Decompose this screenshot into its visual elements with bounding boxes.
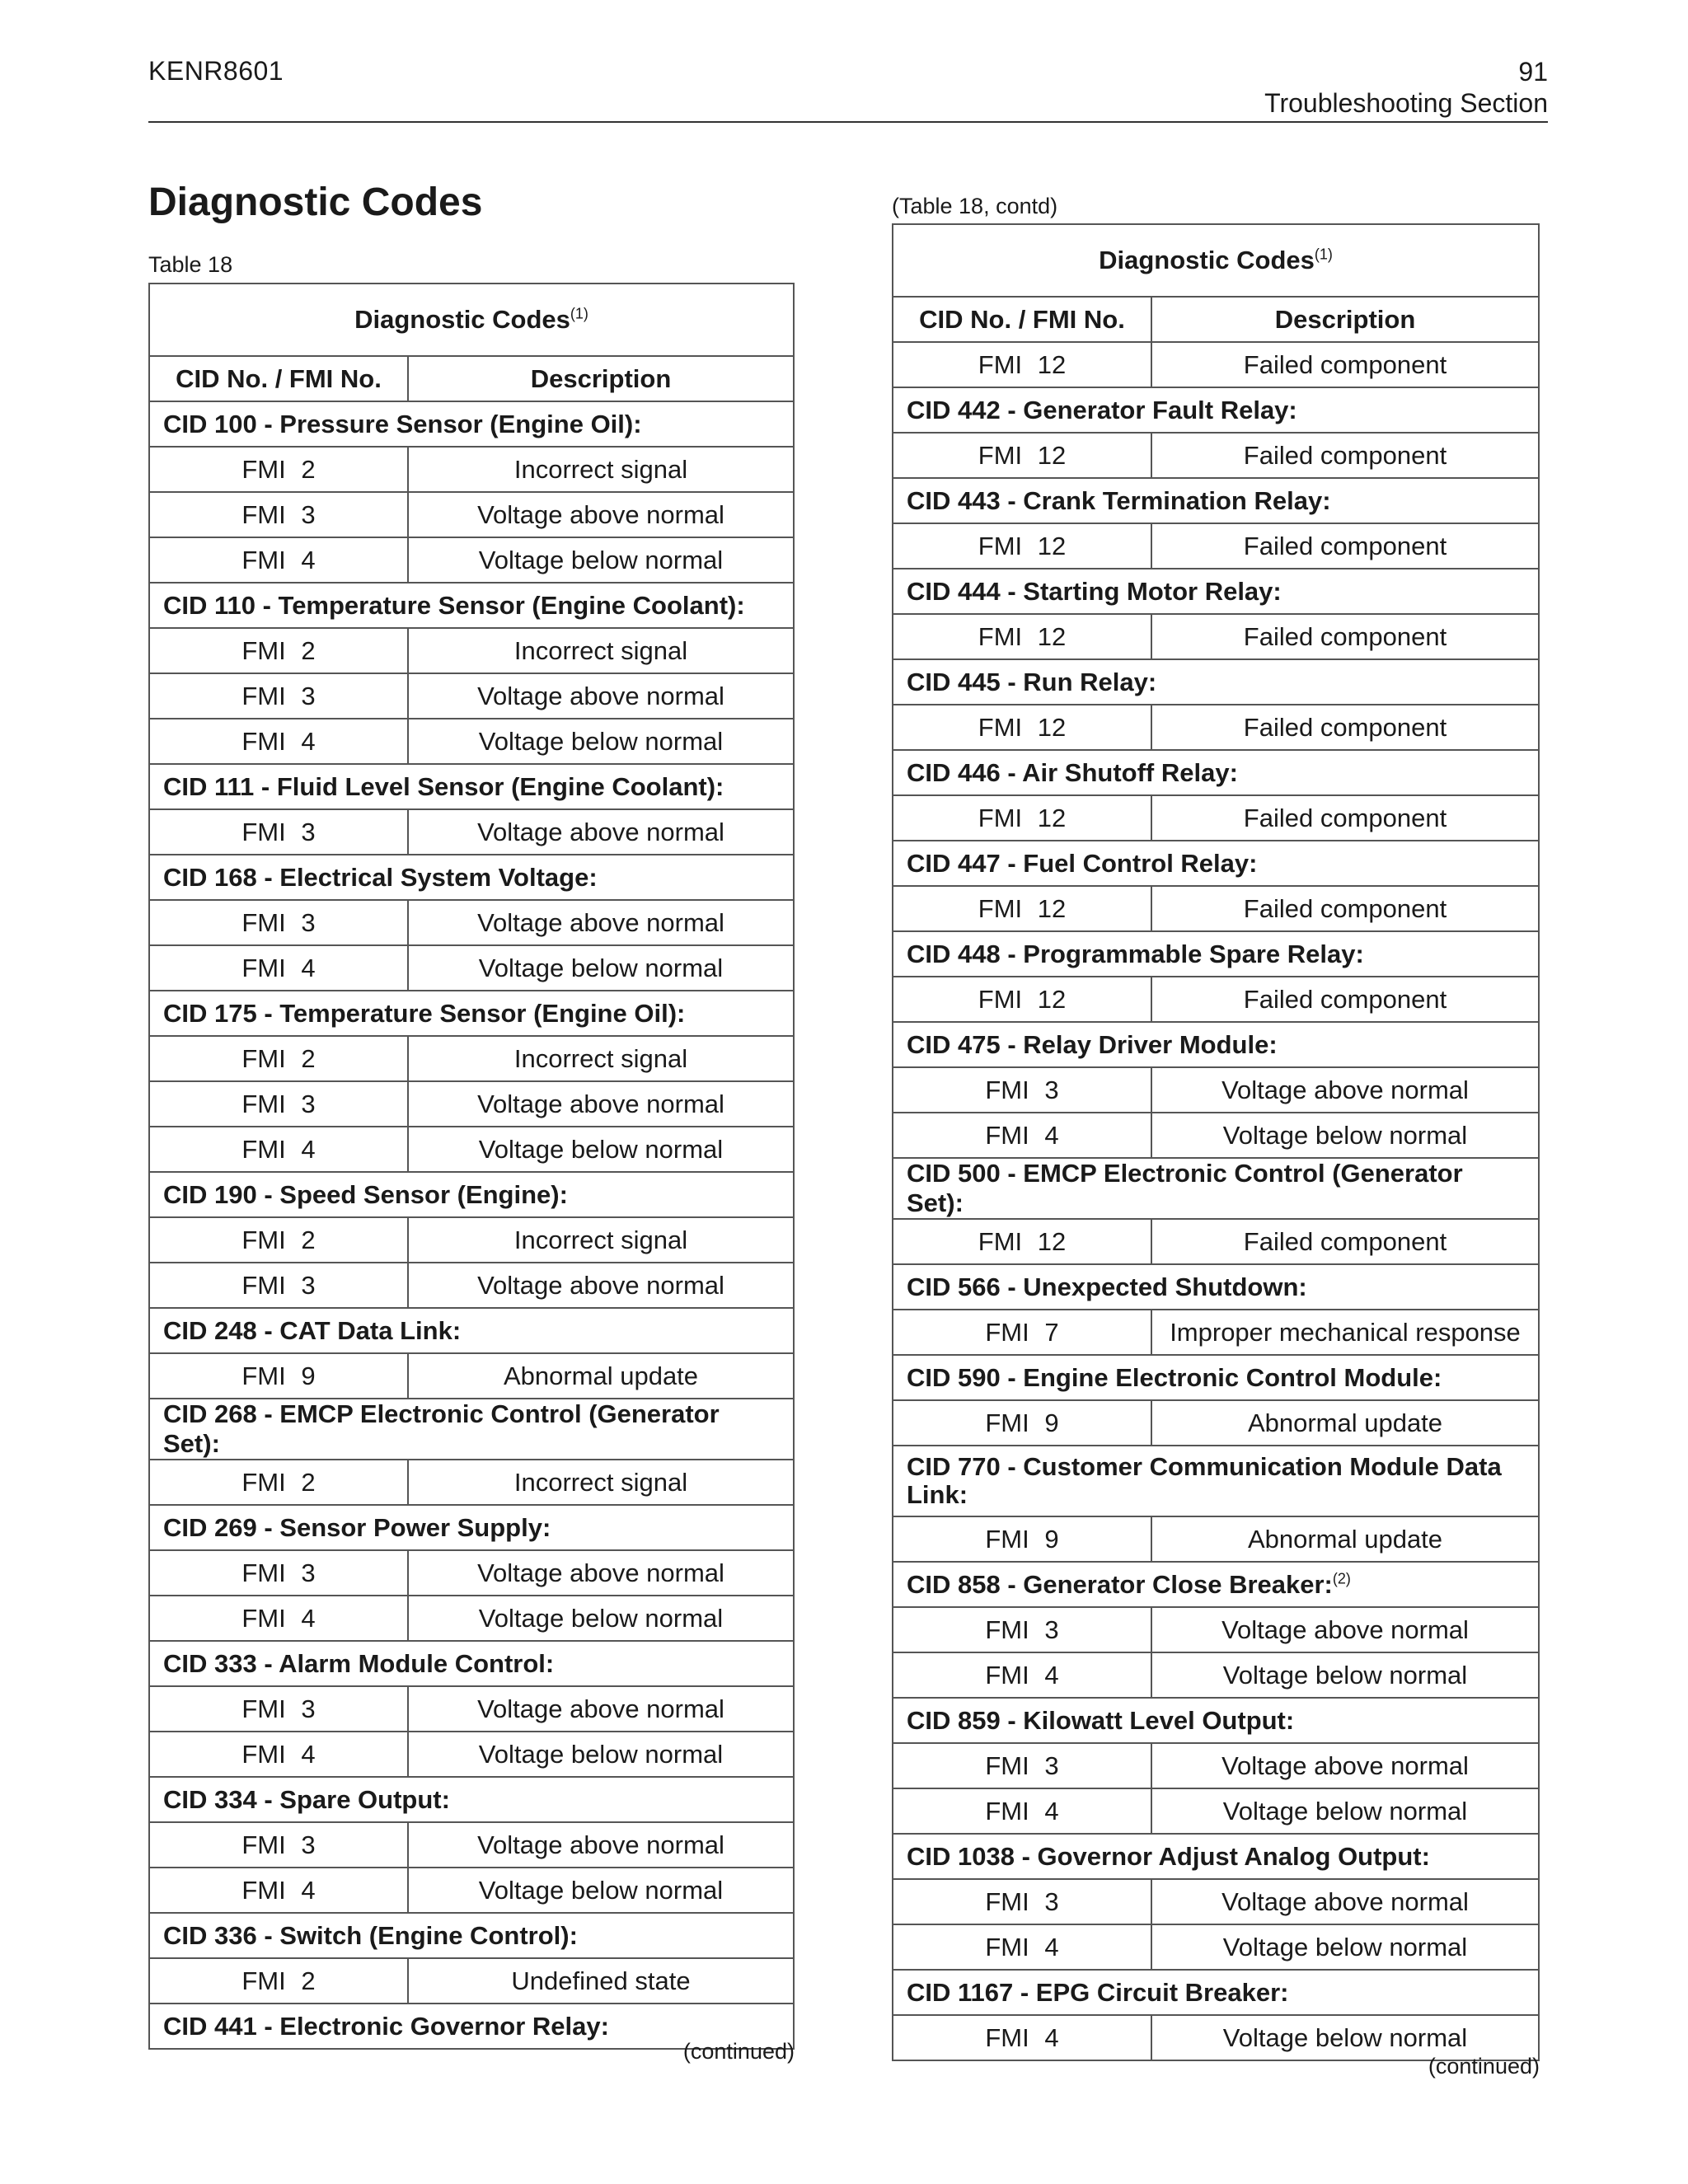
fmi-code: FMI 2 <box>149 1036 408 1081</box>
cid-group-row <box>149 855 794 900</box>
fmi-code: FMI 3 <box>149 1822 408 1868</box>
fmi-code: FMI 4 <box>893 1924 1151 1970</box>
cid-group-cell <box>893 1022 1539 1067</box>
table-title-cell <box>893 224 1539 297</box>
cid-group-label: CID 443 - Crank Termination Relay: <box>907 485 1331 515</box>
fmi-row <box>149 1036 794 1081</box>
fmi-description: Incorrect signal <box>408 628 794 673</box>
fmi-code: FMI 9 <box>893 1400 1151 1446</box>
fmi-row <box>893 886 1539 931</box>
cid-group-row <box>893 1158 1539 1219</box>
cid-group-cell <box>893 1264 1539 1310</box>
diagnostic-codes-table <box>148 283 795 2050</box>
cid-group-row <box>149 401 794 447</box>
cid-group-cell <box>149 401 794 447</box>
fmi-description: Failed component <box>1151 614 1539 659</box>
fmi-row <box>893 1788 1539 1834</box>
cid-group-label: CID 858 - Generator Close Breaker: <box>907 1569 1333 1599</box>
cid-group-label: CID 1167 - EPG Circuit Breaker: <box>907 1977 1289 2007</box>
cid-group-cell <box>893 1834 1539 1879</box>
column-header-cid: CID No. / FMI No. <box>893 297 1151 342</box>
table-title-row <box>893 224 1539 297</box>
cid-group-row <box>149 1505 794 1550</box>
fmi-code: FMI 12 <box>893 614 1151 659</box>
fmi-description: Voltage below normal <box>1151 1924 1539 1970</box>
fmi-row <box>149 1217 794 1263</box>
table-body <box>893 342 1539 2060</box>
cid-group-row <box>149 583 794 628</box>
fmi-code: FMI 12 <box>893 523 1151 569</box>
cid-group-cell <box>893 841 1539 886</box>
cid-group-label: CID 444 - Starting Motor Relay: <box>907 576 1282 606</box>
cid-group-cell <box>893 931 1539 977</box>
fmi-row <box>893 795 1539 841</box>
column-header-row <box>893 297 1539 342</box>
column-header-cid: CID No. / FMI No. <box>149 356 408 401</box>
fmi-row <box>149 1081 794 1127</box>
cid-group-cell <box>149 1505 794 1550</box>
table-title: Diagnostic Codes <box>1099 246 1315 274</box>
cid-group-row <box>893 1446 1539 1516</box>
fmi-code: FMI 4 <box>149 1732 408 1777</box>
fmi-row <box>893 1924 1539 1970</box>
fmi-code: FMI 2 <box>149 628 408 673</box>
cid-group-label: CID 500 - EMCP Electronic Control (Generator Set): <box>907 1159 1463 1217</box>
fmi-row <box>893 342 1539 387</box>
cid-group-row <box>893 1264 1539 1310</box>
column-header-description: Description <box>408 356 794 401</box>
cid-group-row <box>893 1355 1539 1400</box>
cid-group-row <box>149 1641 794 1686</box>
fmi-description: Voltage below normal <box>408 719 794 764</box>
fmi-description: Voltage above normal <box>1151 1067 1539 1113</box>
cid-group-label: CID 1038 - Governor Adjust Analog Output: <box>907 1841 1430 1871</box>
fmi-code: FMI 3 <box>893 1879 1151 1924</box>
fmi-description: Voltage above normal <box>408 1550 794 1596</box>
cid-group-row <box>149 1172 794 1217</box>
fmi-description: Voltage above normal <box>408 492 794 537</box>
fmi-description: Voltage above normal <box>408 1263 794 1308</box>
fmi-row <box>149 1868 794 1913</box>
cid-group-label: CID 448 - Programmable Spare Relay: <box>907 939 1364 968</box>
cid-group-label: CID 333 - Alarm Module Control: <box>163 1648 555 1678</box>
fmi-description: Voltage above normal <box>408 673 794 719</box>
fmi-row <box>149 1460 794 1505</box>
cid-group-cell <box>893 750 1539 795</box>
cid-group-label: CID 442 - Generator Fault Relay: <box>907 395 1297 424</box>
table-caption-continued: (Table 18, contd) <box>892 194 1058 218</box>
fmi-code: FMI 3 <box>149 809 408 855</box>
fmi-row <box>893 1607 1539 1652</box>
fmi-row <box>149 628 794 673</box>
cid-group-row <box>893 1562 1539 1607</box>
cid-group-cell <box>149 1641 794 1686</box>
cid-group-row <box>893 931 1539 977</box>
cid-group-cell <box>893 1158 1539 1219</box>
cid-group-cell <box>149 1913 794 1958</box>
cid-group-row <box>893 1834 1539 1879</box>
cid-group-label: CID 248 - CAT Data Link: <box>163 1315 462 1345</box>
cid-group-cell <box>893 1970 1539 2015</box>
fmi-code: FMI 3 <box>893 1743 1151 1788</box>
fmi-description: Voltage above normal <box>408 1686 794 1732</box>
fmi-code: FMI 3 <box>149 673 408 719</box>
fmi-code: FMI 2 <box>149 1958 408 2004</box>
fmi-row <box>893 1516 1539 1562</box>
document-id: KENR8601 <box>148 56 284 86</box>
fmi-code: FMI 4 <box>893 1788 1151 1834</box>
cid-group-label: CID 110 - Temperature Sensor (Engine Coolant): <box>163 590 745 620</box>
fmi-code: FMI 4 <box>893 2015 1151 2060</box>
fmi-code: FMI 12 <box>893 705 1151 750</box>
fmi-code: FMI 4 <box>149 1127 408 1172</box>
fmi-row <box>893 705 1539 750</box>
fmi-description: Failed component <box>1151 1219 1539 1264</box>
fmi-code: FMI 4 <box>893 1652 1151 1698</box>
fmi-row <box>893 1067 1539 1113</box>
fmi-row <box>893 523 1539 569</box>
fmi-code: FMI 12 <box>893 433 1151 478</box>
fmi-description: Abnormal update <box>408 1353 794 1399</box>
fmi-code: FMI 2 <box>149 1460 408 1505</box>
fmi-description: Voltage above normal <box>408 900 794 945</box>
cid-group-cell <box>893 1355 1539 1400</box>
fmi-description: Voltage below normal <box>408 1127 794 1172</box>
cid-group-cell <box>893 478 1539 523</box>
fmi-description: Voltage above normal <box>408 1822 794 1868</box>
fmi-row <box>149 719 794 764</box>
fmi-description: Voltage below normal <box>408 945 794 991</box>
fmi-code: FMI 9 <box>149 1353 408 1399</box>
cid-group-cell <box>149 991 794 1036</box>
fmi-row <box>149 447 794 492</box>
cid-group-label: CID 100 - Pressure Sensor (Engine Oil): <box>163 409 642 438</box>
fmi-row <box>893 1879 1539 1924</box>
fmi-row <box>149 1732 794 1777</box>
fmi-description: Incorrect signal <box>408 1217 794 1263</box>
fmi-description: Incorrect signal <box>408 1036 794 1081</box>
fmi-row <box>893 1219 1539 1264</box>
cid-group-label: CID 859 - Kilowatt Level Output: <box>907 1705 1295 1735</box>
cid-group-label: CID 268 - EMCP Electronic Control (Generator Set): <box>163 1399 720 1458</box>
fmi-description: Failed component <box>1151 705 1539 750</box>
fmi-row <box>149 1353 794 1399</box>
table-title-cell <box>149 284 794 356</box>
cid-group-cell <box>149 855 794 900</box>
fmi-row <box>149 945 794 991</box>
fmi-code: FMI 12 <box>893 342 1151 387</box>
header-divider <box>148 121 1548 123</box>
fmi-code: FMI 3 <box>893 1607 1151 1652</box>
fmi-row <box>893 433 1539 478</box>
cid-group-cell <box>893 387 1539 433</box>
cid-group-label: CID 446 - Air Shutoff Relay: <box>907 757 1238 787</box>
footnote-marker: (1) <box>1314 246 1333 263</box>
cid-group-row <box>149 764 794 809</box>
fmi-code: FMI 3 <box>149 1686 408 1732</box>
cid-group-row <box>893 569 1539 614</box>
column-header-description: Description <box>1151 297 1539 342</box>
fmi-description: Voltage below normal <box>1151 2015 1539 2060</box>
fmi-description: Voltage below normal <box>408 537 794 583</box>
fmi-code: FMI 12 <box>893 977 1151 1022</box>
cid-group-label: CID 269 - Sensor Power Supply: <box>163 1512 551 1542</box>
cid-group-row <box>149 1777 794 1822</box>
cid-group-cell <box>893 569 1539 614</box>
cid-group-label: CID 168 - Electrical System Voltage: <box>163 862 598 892</box>
fmi-code: FMI 4 <box>149 945 408 991</box>
continued-note: (continued) <box>682 2039 795 2064</box>
cid-group-row <box>893 387 1539 433</box>
fmi-row <box>149 1127 794 1172</box>
fmi-code: FMI 12 <box>893 886 1151 931</box>
cid-group-label: CID 770 - Customer Communication Module Data Link: <box>907 1452 1502 1509</box>
fmi-description: Incorrect signal <box>408 1460 794 1505</box>
cid-group-label: CID 190 - Speed Sensor (Engine): <box>163 1179 568 1209</box>
cid-group-row <box>149 991 794 1036</box>
fmi-row <box>149 900 794 945</box>
cid-group-cell <box>893 1698 1539 1743</box>
fmi-description: Failed component <box>1151 886 1539 931</box>
cid-group-row <box>893 1970 1539 2015</box>
table-title: Diagnostic Codes <box>354 305 570 334</box>
fmi-row <box>893 1113 1539 1158</box>
cid-group-label: CID 447 - Fuel Control Relay: <box>907 848 1258 878</box>
cid-group-row <box>149 1308 794 1353</box>
fmi-description: Abnormal update <box>1151 1400 1539 1446</box>
fmi-code: FMI 4 <box>149 719 408 764</box>
fmi-code: FMI 3 <box>149 900 408 945</box>
fmi-description: Voltage below normal <box>408 1868 794 1913</box>
fmi-code: FMI 4 <box>149 537 408 583</box>
page-number: 91 <box>1518 57 1548 87</box>
fmi-row <box>893 1652 1539 1698</box>
fmi-description: Voltage above normal <box>408 1081 794 1127</box>
fmi-description: Voltage below normal <box>1151 1788 1539 1834</box>
cid-group-label: CID 590 - Engine Electronic Control Module: <box>907 1362 1442 1392</box>
fmi-row <box>893 1310 1539 1355</box>
cid-group-label: CID 441 - Electronic Governor Relay: <box>163 2011 609 2041</box>
footnote-marker: (2) <box>1332 1570 1351 1587</box>
cid-group-row <box>893 750 1539 795</box>
fmi-description: Failed component <box>1151 523 1539 569</box>
table-body <box>149 401 794 2049</box>
fmi-row <box>149 673 794 719</box>
cid-group-row <box>893 478 1539 523</box>
cid-group-row <box>893 659 1539 705</box>
fmi-description: Voltage below normal <box>408 1596 794 1641</box>
fmi-row <box>149 1550 794 1596</box>
cid-group-cell <box>149 1399 794 1460</box>
page-header-right <box>1264 56 1548 119</box>
fmi-description: Voltage below normal <box>408 1732 794 1777</box>
cid-group-cell <box>149 1308 794 1353</box>
fmi-code: FMI 4 <box>149 1596 408 1641</box>
fmi-code: FMI 4 <box>893 1113 1151 1158</box>
cid-group-row <box>893 1698 1539 1743</box>
fmi-description: Voltage below normal <box>1151 1652 1539 1698</box>
cid-group-row <box>149 1913 794 1958</box>
diagnostic-codes-table-continued <box>892 223 1540 2061</box>
column-header-row <box>149 356 794 401</box>
continued-note: (continued) <box>1428 2054 1540 2079</box>
footnote-marker: (1) <box>570 305 588 322</box>
cid-group-row <box>149 1399 794 1460</box>
fmi-description: Voltage above normal <box>1151 1879 1539 1924</box>
fmi-row <box>149 1686 794 1732</box>
fmi-description: Failed component <box>1151 433 1539 478</box>
cid-group-label: CID 445 - Run Relay: <box>907 667 1157 696</box>
table-caption: Table 18 <box>148 252 233 277</box>
fmi-row <box>149 1822 794 1868</box>
cid-group-label: CID 336 - Switch (Engine Control): <box>163 1920 578 1950</box>
fmi-row <box>893 614 1539 659</box>
fmi-code: FMI 12 <box>893 795 1151 841</box>
fmi-code: FMI 7 <box>893 1310 1151 1355</box>
cid-group-label: CID 475 - Relay Driver Module: <box>907 1029 1278 1059</box>
fmi-description: Abnormal update <box>1151 1516 1539 1562</box>
fmi-row <box>893 1400 1539 1446</box>
fmi-row <box>893 1743 1539 1788</box>
fmi-description: Failed component <box>1151 795 1539 841</box>
cid-group-label: CID 111 - Fluid Level Sensor (Engine Coolant): <box>163 771 724 801</box>
fmi-row <box>149 537 794 583</box>
fmi-code: FMI 3 <box>893 1067 1151 1113</box>
fmi-description: Incorrect signal <box>408 447 794 492</box>
cid-group-row <box>893 841 1539 886</box>
fmi-code: FMI 2 <box>149 447 408 492</box>
cid-group-label: CID 175 - Temperature Sensor (Engine Oil): <box>163 998 686 1028</box>
fmi-code: FMI 3 <box>149 1550 408 1596</box>
cid-group-row <box>893 1022 1539 1067</box>
cid-group-cell <box>149 764 794 809</box>
cid-group-label: CID 566 - Unexpected Shutdown: <box>907 1272 1307 1301</box>
fmi-row <box>149 809 794 855</box>
fmi-row <box>149 1596 794 1641</box>
cid-group-cell <box>149 1172 794 1217</box>
section-title: Troubleshooting Section <box>1264 88 1548 118</box>
fmi-row <box>149 492 794 537</box>
fmi-row <box>149 1958 794 2004</box>
cid-group-cell <box>893 1446 1539 1516</box>
fmi-code: FMI 3 <box>149 1263 408 1308</box>
fmi-code: FMI 2 <box>149 1217 408 1263</box>
fmi-code: FMI 3 <box>149 492 408 537</box>
fmi-code: FMI 12 <box>893 1219 1151 1264</box>
fmi-description: Failed component <box>1151 977 1539 1022</box>
page-title: Diagnostic Codes <box>148 180 483 224</box>
fmi-code: FMI 4 <box>149 1868 408 1913</box>
fmi-description: Voltage above normal <box>1151 1743 1539 1788</box>
cid-group-cell <box>893 1562 1539 1607</box>
fmi-description: Failed component <box>1151 342 1539 387</box>
cid-group-cell <box>893 659 1539 705</box>
fmi-code: FMI 3 <box>149 1081 408 1127</box>
fmi-description: Voltage above normal <box>408 809 794 855</box>
fmi-code: FMI 9 <box>893 1516 1151 1562</box>
fmi-row <box>893 977 1539 1022</box>
fmi-row <box>149 1263 794 1308</box>
table-title-row <box>149 284 794 356</box>
cid-group-label: CID 334 - Spare Output: <box>163 1784 450 1814</box>
cid-group-cell <box>149 583 794 628</box>
fmi-description: Voltage above normal <box>1151 1607 1539 1652</box>
fmi-description: Undefined state <box>408 1958 794 2004</box>
cid-group-cell <box>149 1777 794 1822</box>
fmi-description: Improper mechanical response <box>1151 1310 1539 1355</box>
fmi-description: Voltage below normal <box>1151 1113 1539 1158</box>
